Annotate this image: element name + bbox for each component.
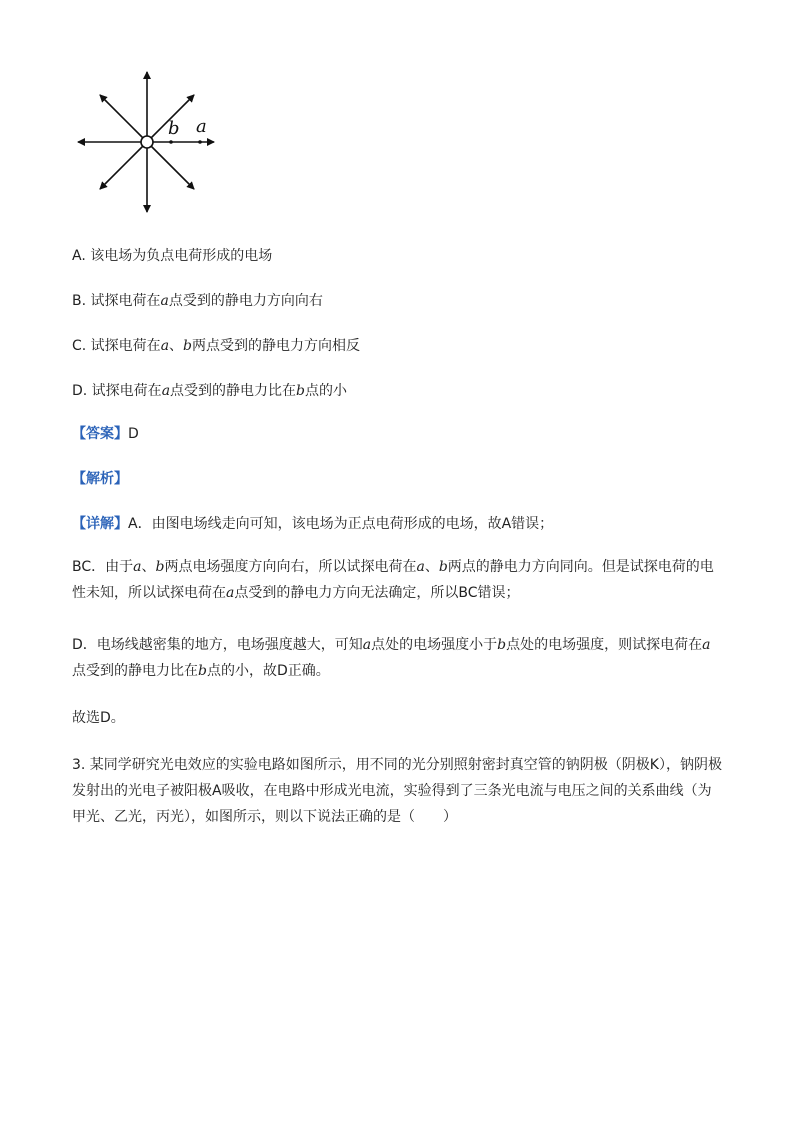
answer-value: D [128,426,139,442]
electric-field-diagram [72,68,224,220]
answer-line [72,424,139,444]
question-3: 3. 某同学研究光电效应的实验电路如图所示，用不同的光分别照射密封真空管的钠阴极（阴极K），钠阴极发射出的光电子被阳极A吸收，在电路中形成光电流，实验得到了三条光电流与电压之间的关系曲线（为甲光、乙光，丙光），如图所示，则以下说法正确的是（ ） [72,757,722,825]
answer-tag: 【答案】 [72,426,128,442]
field-line-down-left [100,146,143,189]
option-a: A. 该电场为负点电荷形成的电场 [72,248,273,264]
detail-p3: D．电场线越密集的地方，电场强度越大，可知a点处的电场强度小于b点处的电场强度，则试探电荷在a点受到的静电力比在b点的小，故D正确。 [72,637,711,679]
point-a-dot [198,140,202,144]
field-line-up-left [100,95,143,138]
field-line-down-right [151,146,194,189]
point-b-dot [169,140,173,144]
analysis-heading: 【解析】 [72,471,128,487]
option-b: B. 试探电荷在a点受到的静电力方向向右 [72,293,323,309]
point-charge [141,136,153,148]
option-c: C. 试探电荷在a、b两点受到的静电力方向相反 [72,338,361,354]
detail-conclusion: 故选D。 [72,710,125,726]
point-b-label: b [168,118,180,139]
option-d: D. 试探电荷在a点受到的静电力比在b点的小 [72,383,348,399]
detail-p1: 【详解】A．由图电场线走向可知，该电场为正点电荷形成的电场，故A错误； [72,516,554,532]
detail-tag: 【详解】 [72,516,128,532]
point-a-label: a [196,116,207,137]
detail-p2: BC．由于a、b两点电场强度方向向右，所以试探电荷在a、b两点的静电力方向同向。但是试探电荷的电性未知，所以试探电荷在a点受到的静电力方向无法确定，所以BC错误； [72,559,714,601]
